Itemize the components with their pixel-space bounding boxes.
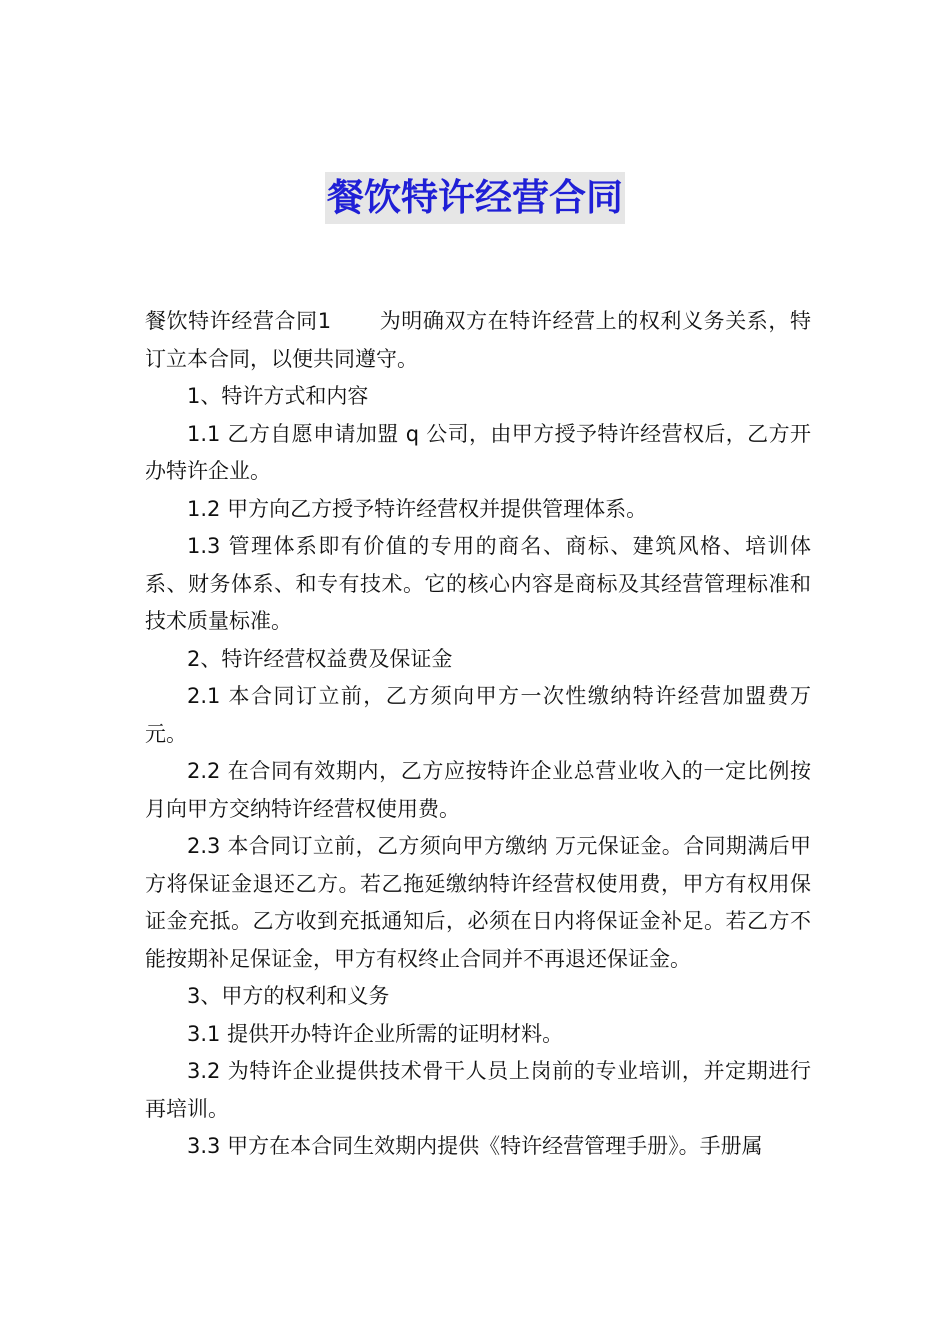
section-3-heading: 3、甲方的权利和义务 [187,984,390,1008]
clause-2-1: 2.1 本合同订立前，乙方须向甲方一次性缴纳特许经营加盟费万元。 [145,684,811,746]
clause-1-2: 1.2 甲方向乙方授予特许经营权并提供管理体系。 [187,496,648,521]
document-title: 餐饮特许经营合同 [325,172,625,224]
clause-3-3: 3.3 甲方在本合同生效期内提供《特许经营管理手册》。手册属 [187,1134,763,1158]
clause-1-1: 1.1 乙方自愿申请加盟 q 公司，由甲方授予特许经营权后，乙方开办特许企业。 [145,421,811,483]
title-container [0,172,950,224]
clause-2-3: 2.3 本合同订立前，乙方须向甲方缴纳 万元保证金。合同期满后甲方将保证金退还乙方。若乙拖延缴纳特许经营权使用费，甲方有权用保证金充抵。乙方收到充抵通知后，必须在日内将保证金补足。若乙方不能按期补足保证金，甲方有权终止合同并不再退还保证金。 [145,834,811,971]
intro-heading: 餐饮特许经营合同1 [145,309,332,333]
section-1-heading: 1、特许方式和内容 [187,384,369,408]
clause-1-3: 1.3 管理体系即有价值的专用的商名、商标、建筑风格、培训体系、财务体系、和专有技术。它的核心内容是商标及其经营管理标准和技术质量标准。 [145,534,811,633]
document-body [145,303,811,1166]
clause-2-2: 2.2 在合同有效期内，乙方应按特许企业总营业收入的一定比例按月向甲方交纳特许经营权使用费。 [145,759,811,821]
clause-3-2: 3.2 为特许企业提供技术骨干人员上岗前的专业培训，并定期进行再培训。 [145,1059,811,1121]
intro-text: 为明确双方在特许经营上的权利义务关系，特订立本合同，以便共同遵守。 [145,309,811,371]
section-2-heading: 2、特许经营权益费及保证金 [187,646,453,671]
intro-paragraph [145,303,811,378]
clause-3-1: 3.1 提供开办特许企业所需的证明材料。 [187,1021,564,1046]
